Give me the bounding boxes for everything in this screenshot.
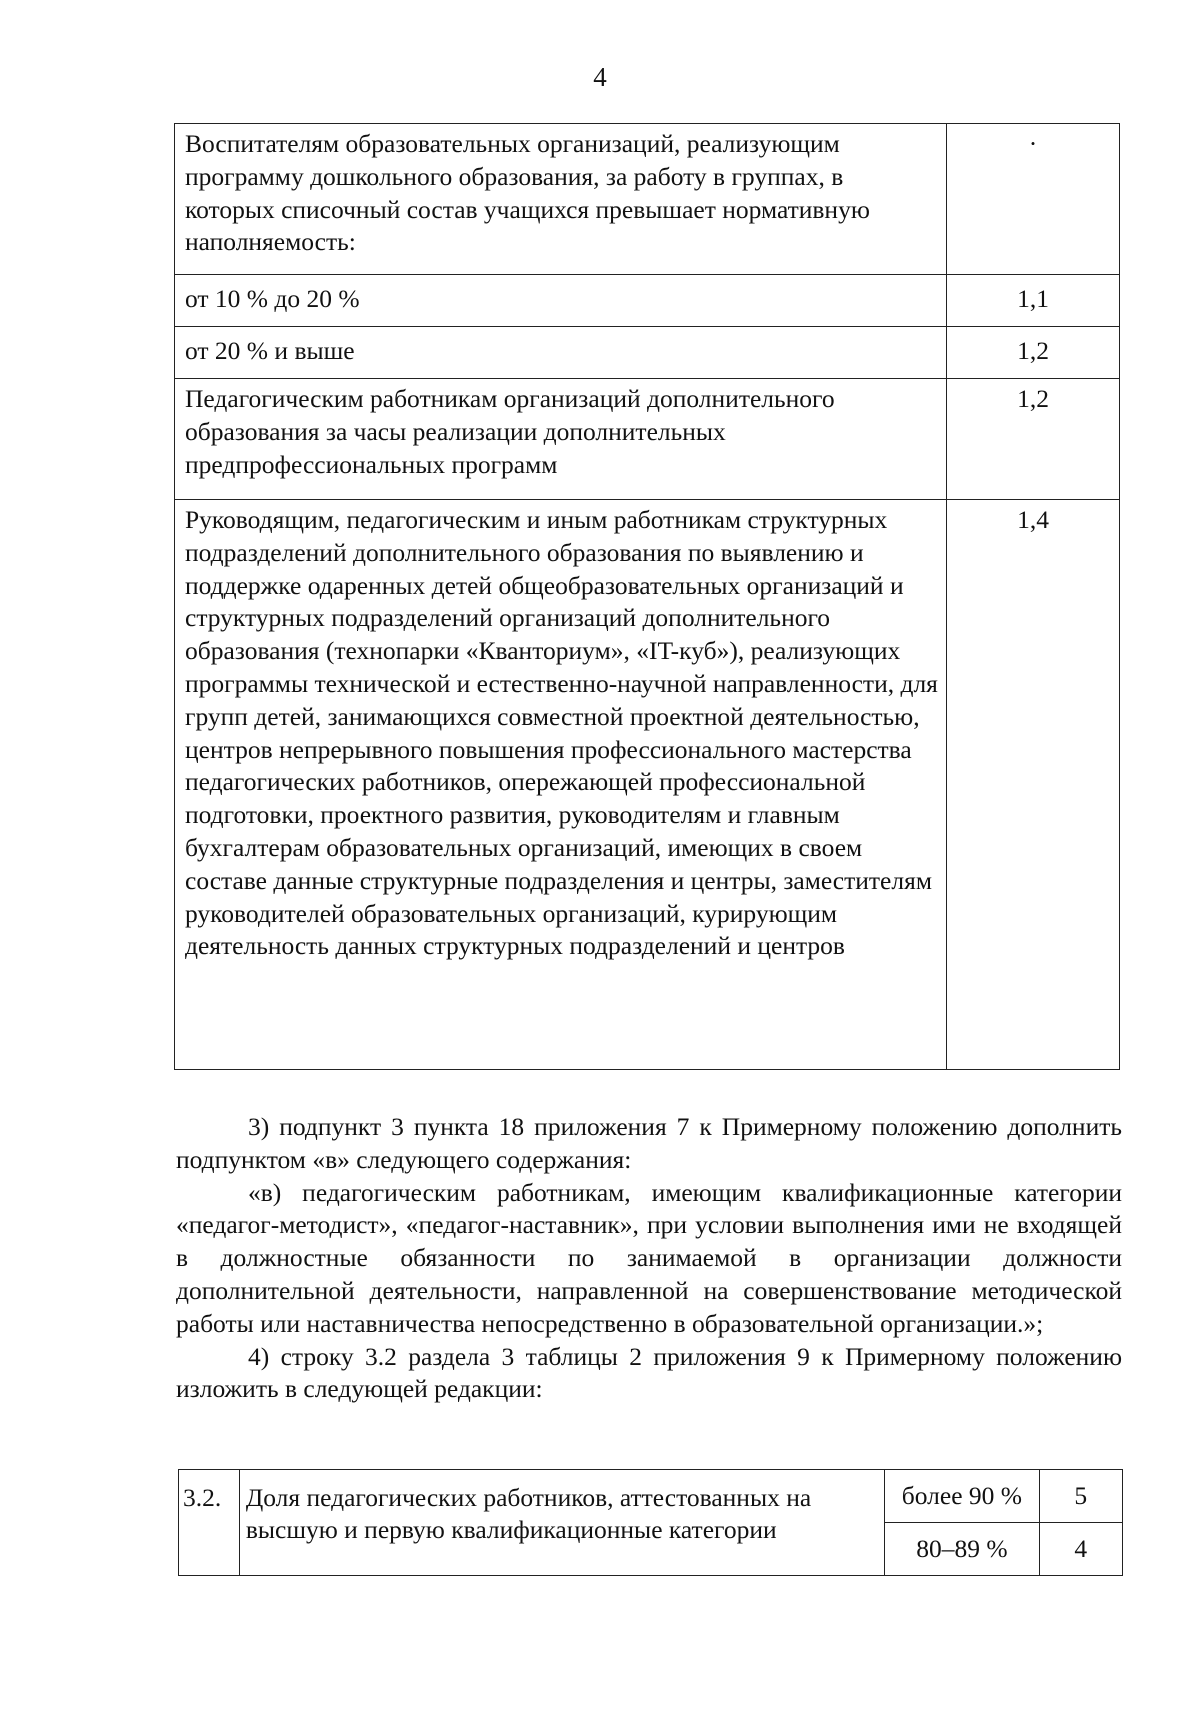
- row-description: от 10 % до 20 %: [175, 275, 947, 327]
- indicator-table: [178, 1469, 1123, 1576]
- table-row: [179, 1470, 1123, 1523]
- range-cell: 80–89 %: [885, 1523, 1039, 1576]
- row-value: 1,2: [947, 379, 1120, 500]
- score-cell: 4: [1039, 1523, 1122, 1576]
- table-row: [175, 379, 1120, 500]
- row-value: ·: [947, 124, 1120, 275]
- paragraph-3: 3) подпункт 3 пункта 18 приложения 7 к Примерному положению дополнить подпунктом «в» следующего содержания:: [176, 1112, 1122, 1174]
- indicator-description: Доля педагогических работников, аттестованных на высшую и первую квалификационные категории: [239, 1470, 884, 1576]
- row-description: Руководящим, педагогическим и иным работникам структурных подразделений дополнительного образования по выявлению и поддержке одаренных детей общеобразовательных организаций и структурных подразделений организаций дополнительного образования (технопарки «Кванториум», «IT-куб»), реализующих программы технической и естественно-научной направленности, для групп детей, занимающихся совместной проектной деятельностью, центров непрерывного повышения профессионального мастерства педагогических работников, опережающей профессиональной подготовки, проектного развития, руководителям и главным бухгалтерам образовательных организаций, имеющих в своем составе данные структурные подразделения и центры, заместителям руководителей образовательных организаций, курирующим деятельность данных структурных подразделений и центров: [175, 500, 947, 1070]
- table-row: [175, 500, 1120, 1070]
- paragraph-v: «в) педагогическим работникам, имеющим квалификационные категории «педагог-методист», «педагог-наставник», при условии выполнения ими не входящей в должностные обязанности по занимаемой в организации должности дополнительной деятельности, направленной на совершенствование методической работы или наставничества непосредственно в образовательной организации.»;: [176, 1177, 1122, 1338]
- paragraph-4: 4) строку 3.2 раздела 3 таблицы 2 приложения 9 к Примерному положению изложить в следующей редакции:: [176, 1341, 1122, 1404]
- table-row: [175, 124, 1120, 275]
- row-description: Воспитателям образовательных организаций, реализующим программу дошкольного образования, за работу в группах, в которых списочный состав учащихся превышает нормативную наполняемость:: [175, 124, 947, 275]
- score-cell: 5: [1039, 1470, 1122, 1523]
- amendment-text: [176, 1111, 1122, 1406]
- coefficients-table: [174, 123, 1120, 1070]
- range-cell: более 90 %: [885, 1470, 1039, 1523]
- row-value: 1,1: [947, 275, 1120, 327]
- row-value: 1,2: [947, 327, 1120, 379]
- row-description: Педагогическим работникам организаций дополнительного образования за часы реализации дополнительных предпрофессиональных программ: [175, 379, 947, 500]
- page-number: 4: [593, 62, 607, 92]
- table-row: [175, 327, 1120, 379]
- row-description: от 20 % и выше: [175, 327, 947, 379]
- table-row: [175, 275, 1120, 327]
- row-value: 1,4: [947, 500, 1120, 1070]
- row-number: 3.2.: [179, 1470, 240, 1576]
